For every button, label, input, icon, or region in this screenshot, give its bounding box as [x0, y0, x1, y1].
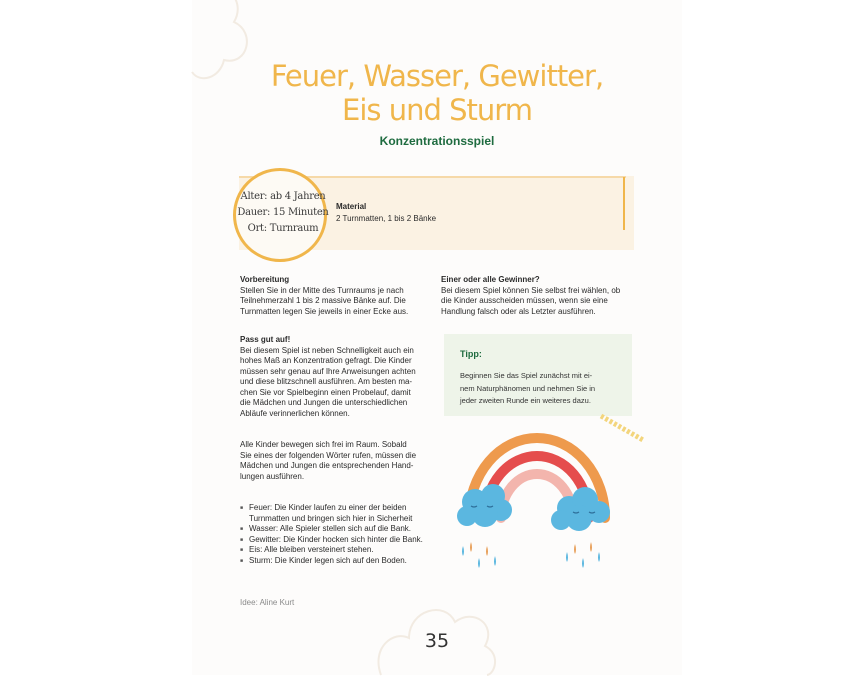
list-item: ■ Gewitter: Die Kinder hocken sich hinter die Bank. [240, 535, 450, 546]
tip-text: Beginnen Sie das Spiel zunächst mit ei- nem Naturphänomen und nehmen Sie in jeder zweiten Runde ein weiteres dazu. [460, 371, 596, 405]
page-subtitle: Konzentrationsspiel [379, 134, 495, 148]
winner-heading: Einer oder alle Gewinner? [441, 275, 540, 284]
list-item: ■ Feuer: Die Kinder laufen zu einer der beiden Turnmatten und bringen sich hier in Sicherheit [240, 503, 450, 524]
list-item: ■ Wasser: Alle Spieler stellen sich auf die Bank. [240, 524, 450, 535]
page-number: 35 [424, 630, 450, 652]
book-page [192, 0, 682, 675]
duration-label: Dauer: 15 Minuten [237, 207, 329, 218]
idea-credit: Idee: Aline Kurt [240, 598, 295, 607]
preparation-heading: Vorbereitung [240, 275, 290, 284]
tip-heading: Tipp: [460, 349, 482, 359]
attention-heading: Pass gut auf! [240, 335, 291, 344]
location-label: Ort: Turnraum [247, 223, 319, 234]
preparation-text: Stellen Sie in der Mitte des Turnraums je nach Teilnehmerzahl 1 bis 2 massive Bänke auf. Die Turnmatten legen Sie jeweils in einer Ecke aus. [240, 285, 409, 316]
info-box-right-border [623, 177, 625, 230]
page-title-line-1: Feuer, Wasser, Gewitter, [270, 59, 604, 93]
movement-section [240, 440, 445, 482]
list-item: ■ Eis: Alle bleiben versteinert stehen. [240, 545, 450, 556]
winner-text: Bei diesem Spiel können Sie selbst frei wählen, ob die Kinder ausscheiden müssen, wenn sie eine Handlung falsch oder als Letzter ausführen. [441, 285, 621, 316]
material-text: 2 Turnmatten, 1 bis 2 Bänke [336, 214, 437, 223]
left-column [240, 275, 440, 317]
commands-list [240, 503, 450, 566]
attention-text: Bei diesem Spiel ist neben Schnelligkeit auch ein hohes Maß an Konzentration gefragt. Die Kinder müssen sehr genau auf Ihre Anweisungen achten und diese blitzschnell ausführen. Am besten ma- chen Sie vor Spielbeginn einen Probelauf, damit die Mädchen und Jungen die unterschiedlichen Abläufe verinnerlichen können. [240, 345, 416, 418]
info-circle [233, 168, 327, 262]
page-title-line-2: Eis und Sturm [342, 93, 532, 127]
list-item: ■ Sturm: Die Kinder legen sich auf den Boden. [240, 556, 450, 567]
rainbow-illustration-icon [457, 418, 617, 583]
attention-section [240, 335, 445, 419]
movement-text: Alle Kinder bewegen sich frei im Raum. Sobald Sie eines der folgenden Wörter rufen, müssen die Mädchen und Jungen die entsprechenden Hand- lungen ausführen. [240, 440, 417, 481]
winner-section [441, 275, 646, 317]
age-label: Alter: ab 4 Jahren [240, 191, 326, 202]
tip-box [444, 334, 632, 416]
material-heading: Material [336, 202, 367, 211]
